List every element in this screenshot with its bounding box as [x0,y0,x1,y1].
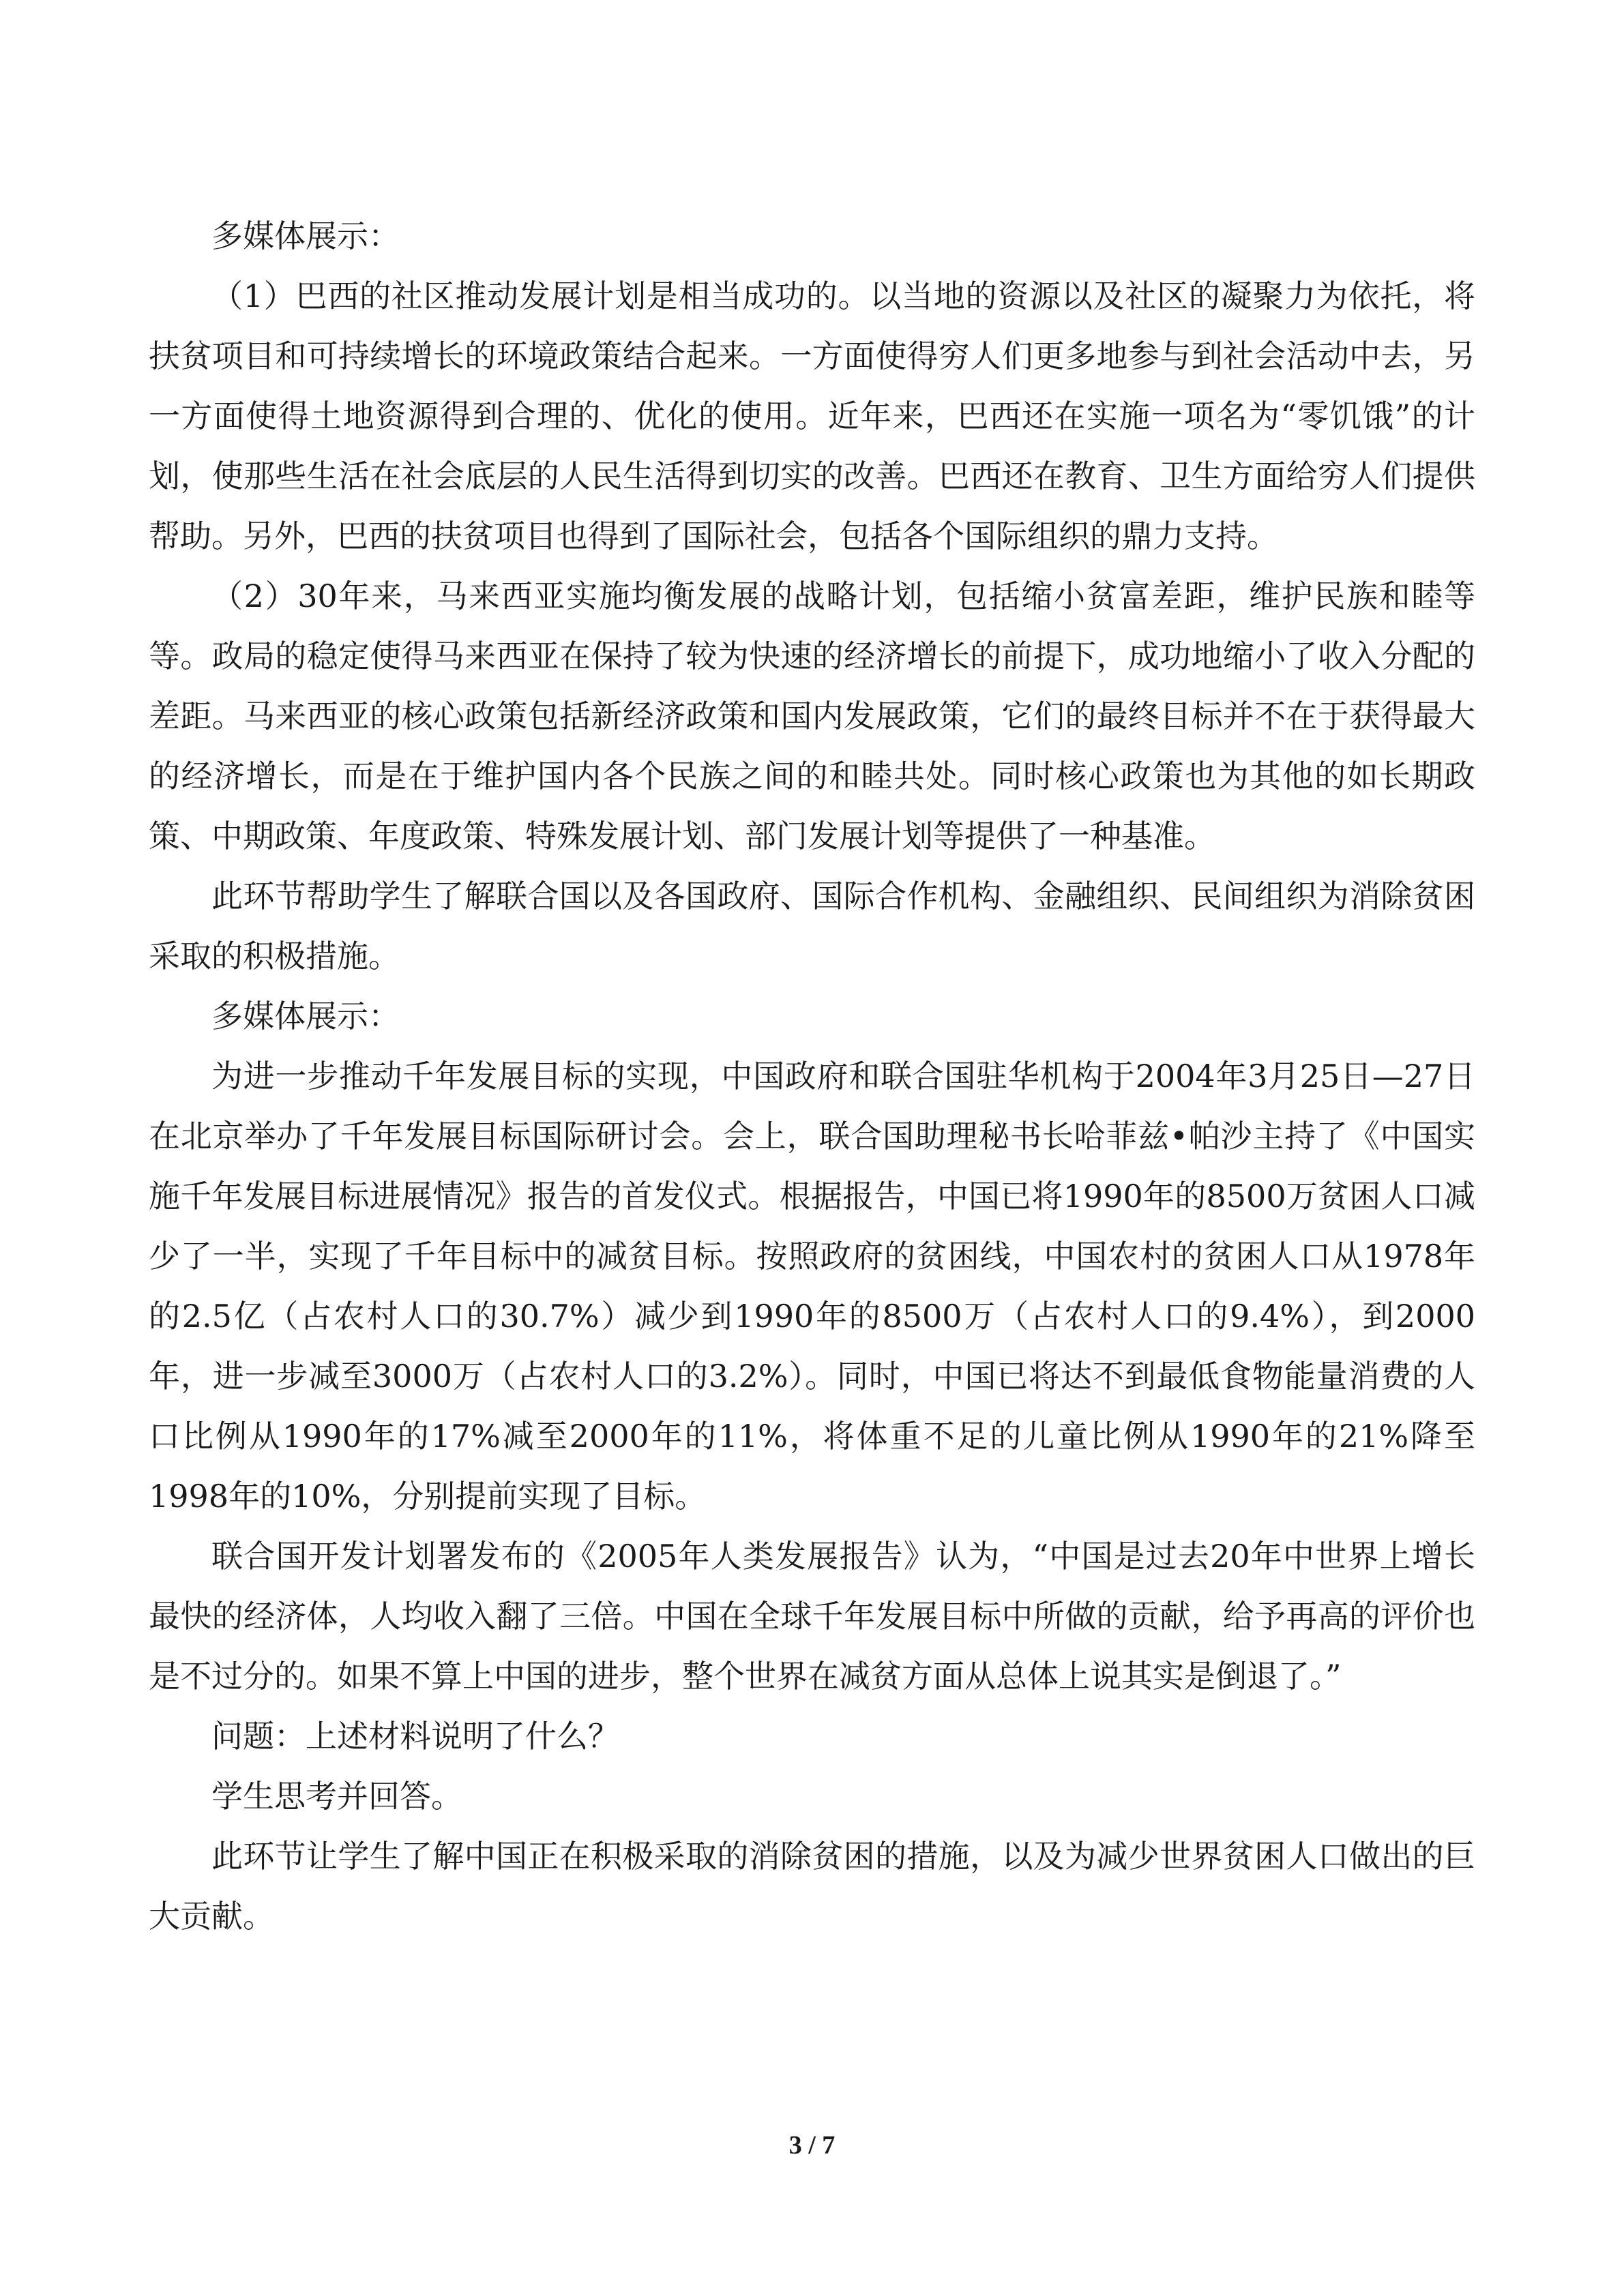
paragraph-multimedia-heading-2: 多媒体展示： [211,998,400,1034]
paragraph-section-note-1: 此环节帮助学生了解联合国以及各国政府、国际合作机构、金融组织、民间组织为消除贫困采取的积极措施。 [149,878,1475,974]
paragraph-china-mdg: 为进一步推动千年发展目标的实现，中国政府和联合国驻华机构于2004年3月25日—27日在北京举办了千年发展目标国际研讨会。会上，联合国助理秘书长哈菲兹•帕沙主持了《中国实施千年发展目标进展情况》报告的首发仪式。根据报告，中国已将1990年的8500万贫困人口减少了一半，实现了千年目标中的减贫目标。按照政府的贫困线，中国农村的贫困人口从1978年的2.5亿（占农村人口的30.7%）减少到1990年的8500万（占农村人口的9.4%），到2000年，进一步减至3000万（占农村人口的3.2%）。同时，中国已将达不到最低食物能量消费的人口比例从1990年的17%减至2000年的11%，将体重不足的儿童比例从1990年的21%降至1998年的10%，分别提前实现了目标。 [149,1058,1475,1515]
paragraph-malaysia: （2）30年来，马来西亚实施均衡发展的战略计划，包括缩小贫富差距，维护民族和睦等等。政局的稳定使得马来西亚在保持了较为快速的经济增长的前提下，成功地缩小了收入分配的差距。马来西亚的核心政策包括新经济政策和国内发展政策，它们的最终目标并不在于获得最大的经济增长，而是在于维护国内各个民族之间的和睦共处。同时核心政策也为其他的如长期政策、中期政策、年度政策、特殊发展计划、部门发展计划等提供了一种基准。 [149,578,1475,854]
paragraph-multimedia-heading-1: 多媒体展示： [211,218,400,254]
page-number: 3 / 7 [788,2131,836,2160]
paragraph-brazil: （1）巴西的社区推动发展计划是相当成功的。以当地的资源以及社区的凝聚力为依托，将扶贫项目和可持续增长的环境政策结合起来。一方面使得穷人们更多地参与到社会活动中去，另一方面使得土地资源得到合理的、优化的使用。近年来，巴西还在实施一项名为“零饥饿”的计划，使那些生活在社会底层的人民生活得到切实的改善。巴西还在教育、卫生方面给穷人们提供帮助。另外，巴西的扶贫项目也得到了国际社会，包括各个国际组织的鼎力支持。 [149,278,1475,554]
paragraph-question: 问题：上述材料说明了什么？ [211,1718,619,1755]
paragraph-student-answer: 学生思考并回答。 [211,1778,462,1815]
paragraph-section-note-2: 此环节让学生了解中国正在积极采取的消除贫困的措施，以及为减少世界贫困人口做出的巨大贡献。 [149,1838,1475,1935]
paragraph-undp-report: 联合国开发计划署发布的《2005年人类发展报告》认为，“中国是过去20年中世界上增长最快的经济体，人均收入翻了三倍。中国在全球千年发展目标中所做的贡献，给予再高的评价也是不过分的。如果不算上中国的进步，整个世界在减贫方面从总体上说其实是倒退了。” [149,1538,1475,1695]
document-body [149,206,1475,1946]
